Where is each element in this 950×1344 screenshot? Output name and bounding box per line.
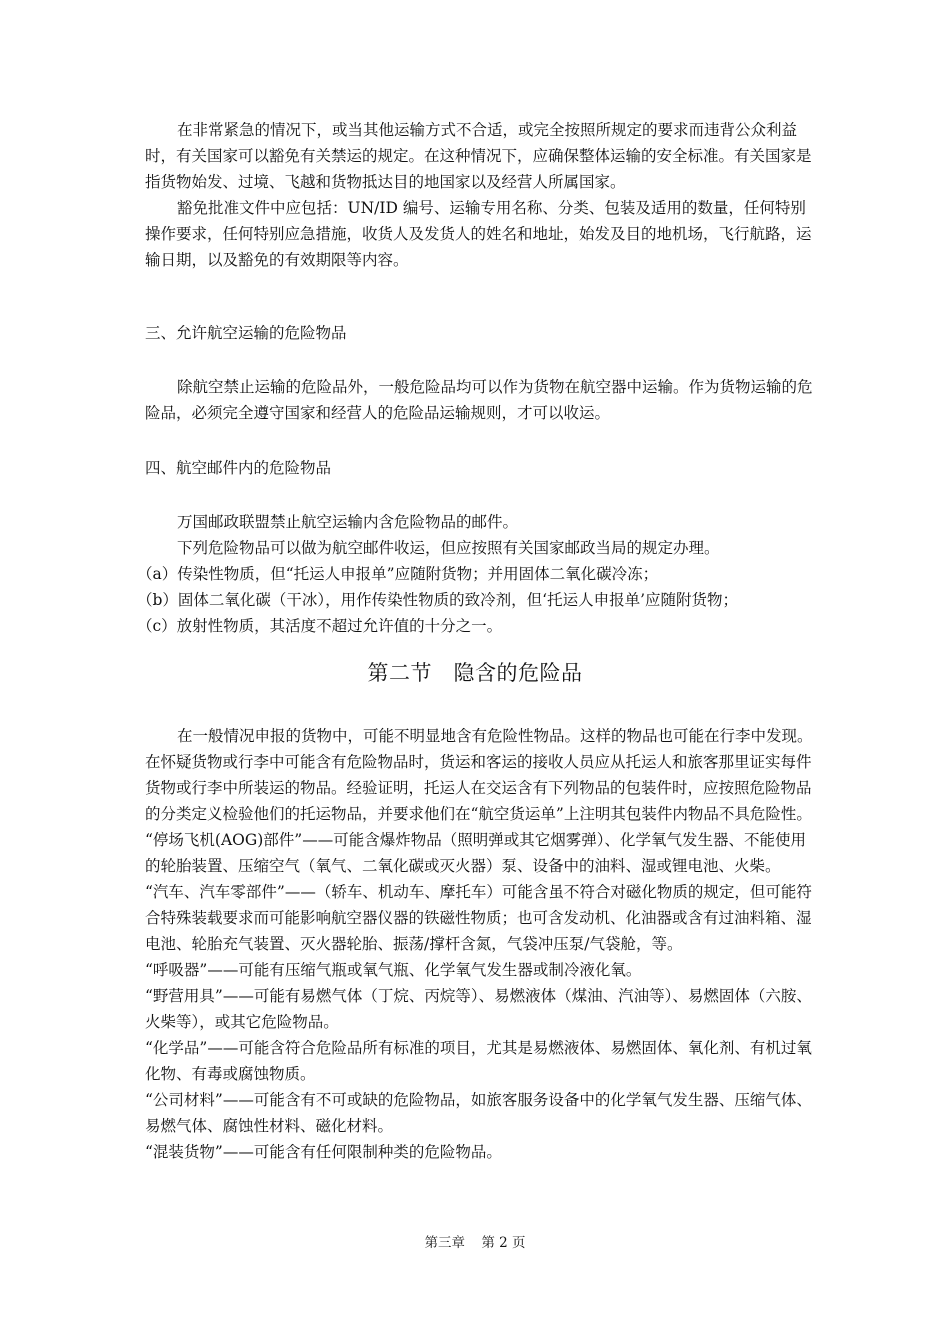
hidden-intro-paragraph: 在一般情况申报的货物中，可能不明显地含有危险性物品。这样的物品也可能在行李中发现。在怀疑货物或行李中可能含有危险物品时，货运和客运的接收人员应从托运人和旅客那里证实每件货物或行李中所装运的物品。经验证明，托运人在交运含有下列物品的包装件时，应按照危险物品的分类定义检验他们的托运物品，并要求他们在“航空货运单”上注明其包装件内物品不具危险性。 [145, 727, 813, 823]
exemption-paragraph-1: 在非常紧急的情况下，或当其他运输方式不合适，或完全按照所规定的要求而违背公众利益时，有关国家可以豁免有关禁运的规定。在这种情况下，应确保整体运输的安全标准。有关国家是指货物始发、过境、飞越和货物抵达目的地国家以及经营人所属国家。 [145, 121, 812, 191]
mail-item-b: （b）固体二氧化碳（干冰），用作传染性物质的致冷剂，但‘托运人申报单’应随附货物； [137, 591, 739, 609]
section-4-body [137, 509, 813, 639]
page-footer [0, 1233, 950, 1253]
hidden-item-auto-parts: “汽车、汽车零部件”——（轿车、机动车、摩托车）可能含虽不符合对磁化物质的规定，但可能符合特殊装载要求而可能影响航空器仪器的铁磁性物质；也可含发动机、化油器或含有过油料箱、湿电池、轮胎充气装置、灭火器轮胎、振荡/撑杆含氮，气袋冲压泵/气袋舱，等。 [145, 883, 812, 953]
mail-item-c: （c）放射性物质，其活度不超过允许值的十分之一。 [137, 617, 503, 635]
hidden-item-consolidated-cargo: “混装货物”——可能含有任何限制种类的危险物品。 [145, 1143, 502, 1161]
hidden-item-chemicals: “化学品”——可能含符合危险品所有标准的项目，尤其是易燃液体、易燃固体、氧化剂、有机过氧化物、有毒或腐蚀物质。 [145, 1039, 812, 1083]
section-title: 第二节 隐含的危险品 [367, 661, 583, 685]
hidden-item-camping-gear: “野营用具”——可能有易燃气体（丁烷、丙烷等）、易燃液体（煤油、汽油等）、易燃固体（六胺、火柴等），或其它危险物品。 [145, 987, 812, 1031]
hidden-item-company-material: “公司材料”——可能含有不可或缺的危险物品，如旅客服务设备中的化学氧气发生器、压缩气体、易燃气体、腐蚀性材料、磁化材料。 [145, 1091, 812, 1135]
section-3-paragraph: 除航空禁止运输的危险品外，一般危险品均可以作为货物在航空器中运输。作为货物运输的危险品，必须完全遵守国家和经营人的危险品运输规则，才可以收运。 [145, 378, 813, 422]
section-4-heading: 四、航空邮件内的危险物品 [145, 459, 332, 477]
hidden-item-breathing-apparatus: “呼吸器”——可能有压缩气瓶或氧气瓶、化学氧气发生器或制冷液化氧。 [145, 961, 642, 979]
section-4-paragraph-2: 下列危险物品可以做为航空邮件收运，但应按照有关国家邮政当局的规定办理。 [177, 539, 720, 557]
section-3-heading: 三、允许航空运输的危险物品 [145, 324, 347, 342]
exemption-paragraph-2: 豁免批准文件中应包括：UN/ID 编号、运输专用名称、分类、包装及适用的数量，任何特别操作要求，任何特别应急措施，收货人及发货人的姓名和地址，始发及目的地机场，飞行航路，运输日期，以及豁免的有效期限等内容。 [145, 199, 812, 269]
hidden-item-aog-parts: “停场飞机(AOG)部件”——可能含爆炸物品（照明弹或其它烟雾弹）、化学氧气发生器、不能使用的轮胎装置、压缩空气（氧气、二氧化碳或灭火器）泵、设备中的油料、湿或锂电池、火柴。 [145, 831, 806, 875]
footer-chapter: 第三章 [424, 1235, 466, 1251]
section-3-body [145, 374, 813, 426]
exemption-section [145, 117, 813, 273]
section-4-paragraph-1: 万国邮政联盟禁止航空运输内含危险物品的邮件。 [177, 513, 519, 531]
footer-page-number: 第 2 页 [481, 1235, 526, 1251]
mail-item-a: （a）传染性物质，但“托运人申报单”应随附货物；并用固体二氧化碳冷冻； [137, 565, 659, 583]
hidden-dangerous-goods-section [145, 723, 813, 1165]
